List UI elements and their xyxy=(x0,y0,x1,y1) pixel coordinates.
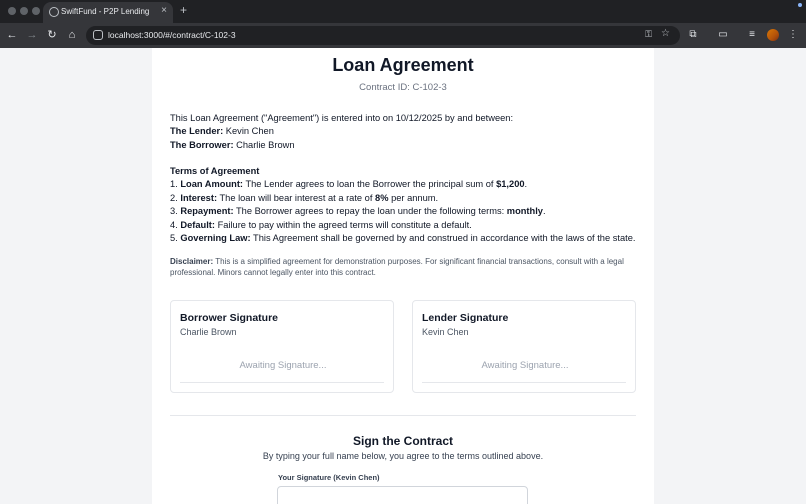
browser-toolbar xyxy=(0,23,806,48)
term-item xyxy=(170,220,635,234)
back-icon[interactable]: ← xyxy=(6,29,18,41)
browser-tab-bar xyxy=(0,0,806,23)
term-number: 1. xyxy=(170,179,178,189)
term-number: 2. xyxy=(170,192,178,203)
disclaimer xyxy=(170,256,640,278)
lender-signature-card xyxy=(412,300,636,393)
borrower-name: Charlie Brown xyxy=(236,140,295,150)
signature-line xyxy=(180,382,384,383)
signature-card-name: Kevin Chen xyxy=(422,327,469,337)
term-text: Failure to pay within the agreed terms will constitute a default. xyxy=(217,219,472,230)
term-text-end: per annum. xyxy=(391,192,439,203)
notification-dot-icon xyxy=(798,3,802,7)
term-label: Interest: xyxy=(180,192,218,203)
terms-heading: Terms of Agreement xyxy=(170,166,260,176)
term-text-end: . xyxy=(542,206,546,216)
signature-card-name: Charlie Brown xyxy=(180,327,237,337)
signature-status: Awaiting Signature... xyxy=(239,360,327,371)
password-key-icon[interactable]: ⚿ xyxy=(645,29,652,39)
reading-list-icon[interactable]: ≡ xyxy=(749,29,755,40)
reload-icon[interactable]: ↻ xyxy=(47,29,57,41)
browser-menu-icon[interactable]: ⋮ xyxy=(788,29,798,40)
term-label: Loan Amount: xyxy=(180,179,244,189)
window-maximize-button[interactable] xyxy=(32,7,40,15)
term-text: The loan will bear interest at a rate of xyxy=(219,192,373,203)
sign-section-subtitle: By typing your full name below, you agree to the terms outlined above. xyxy=(262,451,544,461)
term-number: 3. xyxy=(170,206,178,216)
term-text: The Borrower agrees to repay the loan under the following terms: xyxy=(236,206,505,216)
site-info-icon[interactable] xyxy=(93,30,103,40)
term-number: 5. xyxy=(170,233,178,243)
signature-card-heading: Borrower Signature xyxy=(180,312,279,324)
signature-line xyxy=(422,382,626,383)
signature-card-heading: Lender Signature xyxy=(422,312,509,324)
disclaimer-text: This is a simplified agreement for demonstration purposes. For significant financial transactions, consult with a legal professional. Minors cannot legally enter into this contract. xyxy=(170,257,624,277)
term-label: Governing Law: xyxy=(180,233,251,243)
term-item xyxy=(170,179,635,193)
borrower-line xyxy=(170,140,295,150)
term-value: monthly xyxy=(506,206,543,216)
new-tab-button[interactable]: + xyxy=(180,3,188,17)
contract-document xyxy=(152,48,654,504)
window-close-button[interactable] xyxy=(8,7,16,15)
page-viewport xyxy=(0,48,806,504)
term-item xyxy=(170,193,635,207)
contract-id: Contract ID: C-102-3 xyxy=(359,82,447,93)
term-value: $1,200 xyxy=(496,179,525,189)
forward-icon[interactable]: → xyxy=(26,29,38,41)
page-title: Loan Agreement xyxy=(332,55,474,75)
borrower-signature-card xyxy=(170,300,394,393)
terms-list xyxy=(170,179,635,247)
term-item xyxy=(170,206,635,220)
term-text: The Lender agrees to loan the Borrower the principal sum of xyxy=(245,179,494,189)
sign-section-title: Sign the Contract xyxy=(352,434,453,448)
lender-line xyxy=(170,126,274,136)
agreement-intro: This Loan Agreement ("Agreement") is entered into on 10/12/2025 by and between: xyxy=(170,113,514,123)
borrower-label: The Borrower: xyxy=(170,140,234,150)
term-item xyxy=(170,233,635,247)
globe-icon xyxy=(49,7,59,17)
tab-title: SwiftFund - P2P Lending xyxy=(61,7,150,16)
signature-field-label: Your Signature (Kevin Chen) xyxy=(278,473,380,482)
browser-tab[interactable] xyxy=(43,2,173,23)
term-text: This Agreement shall be governed by and construed in accordance with the laws of the state. xyxy=(253,233,636,243)
url-text[interactable]: localhost:3000/#/contract/C-102-3 xyxy=(108,30,236,40)
home-icon[interactable]: ⌂ xyxy=(68,29,76,41)
tab-close-icon[interactable]: × xyxy=(161,5,167,16)
disclaimer-label: Disclaimer: xyxy=(170,257,214,266)
section-divider xyxy=(170,415,636,416)
signature-status: Awaiting Signature... xyxy=(481,360,569,371)
term-label: Default: xyxy=(180,219,215,230)
lender-name: Kevin Chen xyxy=(225,126,274,136)
term-text-end: . xyxy=(524,179,528,189)
term-label: Repayment: xyxy=(180,206,234,216)
window-minimize-button[interactable] xyxy=(20,7,28,15)
profile-avatar[interactable] xyxy=(767,29,779,41)
cast-icon[interactable]: ▭ xyxy=(718,29,728,40)
signature-input[interactable] xyxy=(277,486,528,504)
bookmark-star-icon[interactable]: ☆ xyxy=(661,28,670,39)
lender-label: The Lender: xyxy=(170,126,224,136)
address-bar[interactable] xyxy=(86,26,680,45)
term-value: 8% xyxy=(375,192,389,203)
extensions-icon[interactable]: ⧉ xyxy=(689,29,697,40)
term-number: 4. xyxy=(170,219,178,230)
